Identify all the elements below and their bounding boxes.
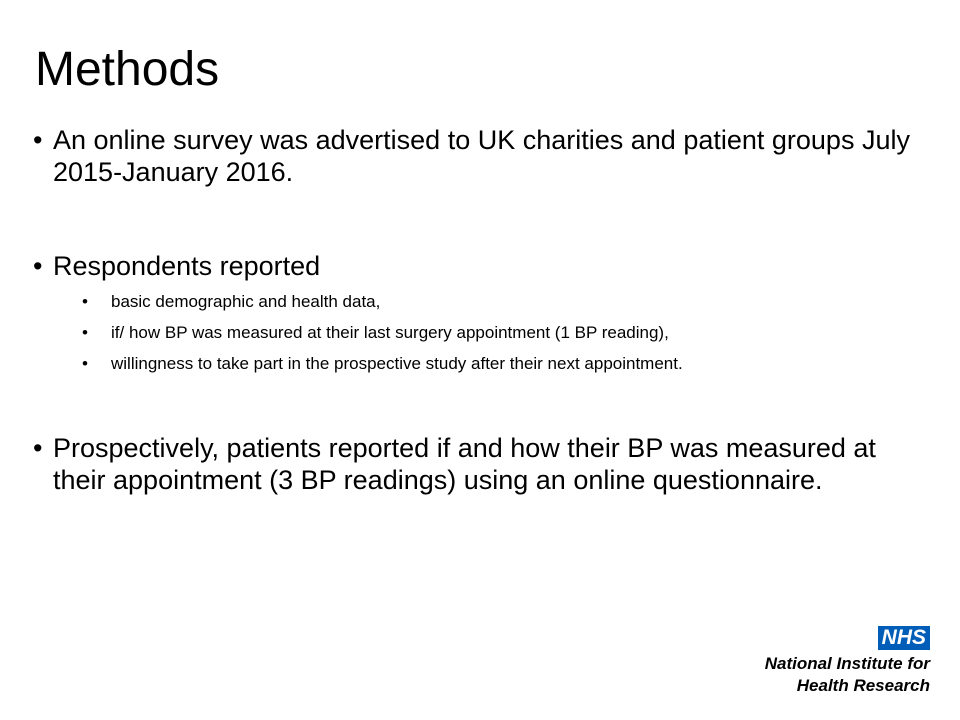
- nhs-badge: NHS: [878, 626, 930, 650]
- nihr-logo: [730, 626, 930, 697]
- bullet-survey: [33, 124, 933, 188]
- bullet-prospective: [33, 432, 933, 496]
- sub-bullet-item: [82, 352, 942, 383]
- bullet-text: An online survey was advertised to UK charities and patient groups July 2015-January 2016.: [53, 125, 910, 187]
- bullet-text: Prospectively, patients reported if and how their BP was measured at their appointment (3 BP readings) using an online questionnaire.: [53, 433, 876, 495]
- sub-bullet-item: [82, 321, 942, 352]
- sub-bullet-list: [82, 290, 942, 383]
- bullet-respondents: [33, 250, 933, 282]
- sub-bullet-dot-icon: •: [82, 323, 88, 342]
- nihr-org-line2: Health Research: [796, 676, 930, 695]
- sub-bullet-item: [82, 290, 942, 321]
- nihr-org-line1: National Institute for: [764, 654, 930, 673]
- bullet-dot-icon: •: [33, 433, 43, 463]
- sub-bullet-dot-icon: •: [82, 354, 88, 373]
- nihr-org-name: [730, 653, 930, 697]
- bullet-dot-icon: •: [33, 125, 43, 155]
- slide-title: Methods: [35, 43, 220, 96]
- bullet-text: Respondents reported: [53, 251, 321, 281]
- sub-bullet-text: willingness to take part in the prospective study after their next appointment.: [111, 354, 683, 373]
- sub-bullet-text: if/ how BP was measured at their last surgery appointment (1 BP reading),: [111, 323, 669, 342]
- sub-bullet-text: basic demographic and health data,: [111, 292, 381, 311]
- bullet-dot-icon: •: [33, 251, 43, 281]
- sub-bullet-dot-icon: •: [82, 292, 88, 311]
